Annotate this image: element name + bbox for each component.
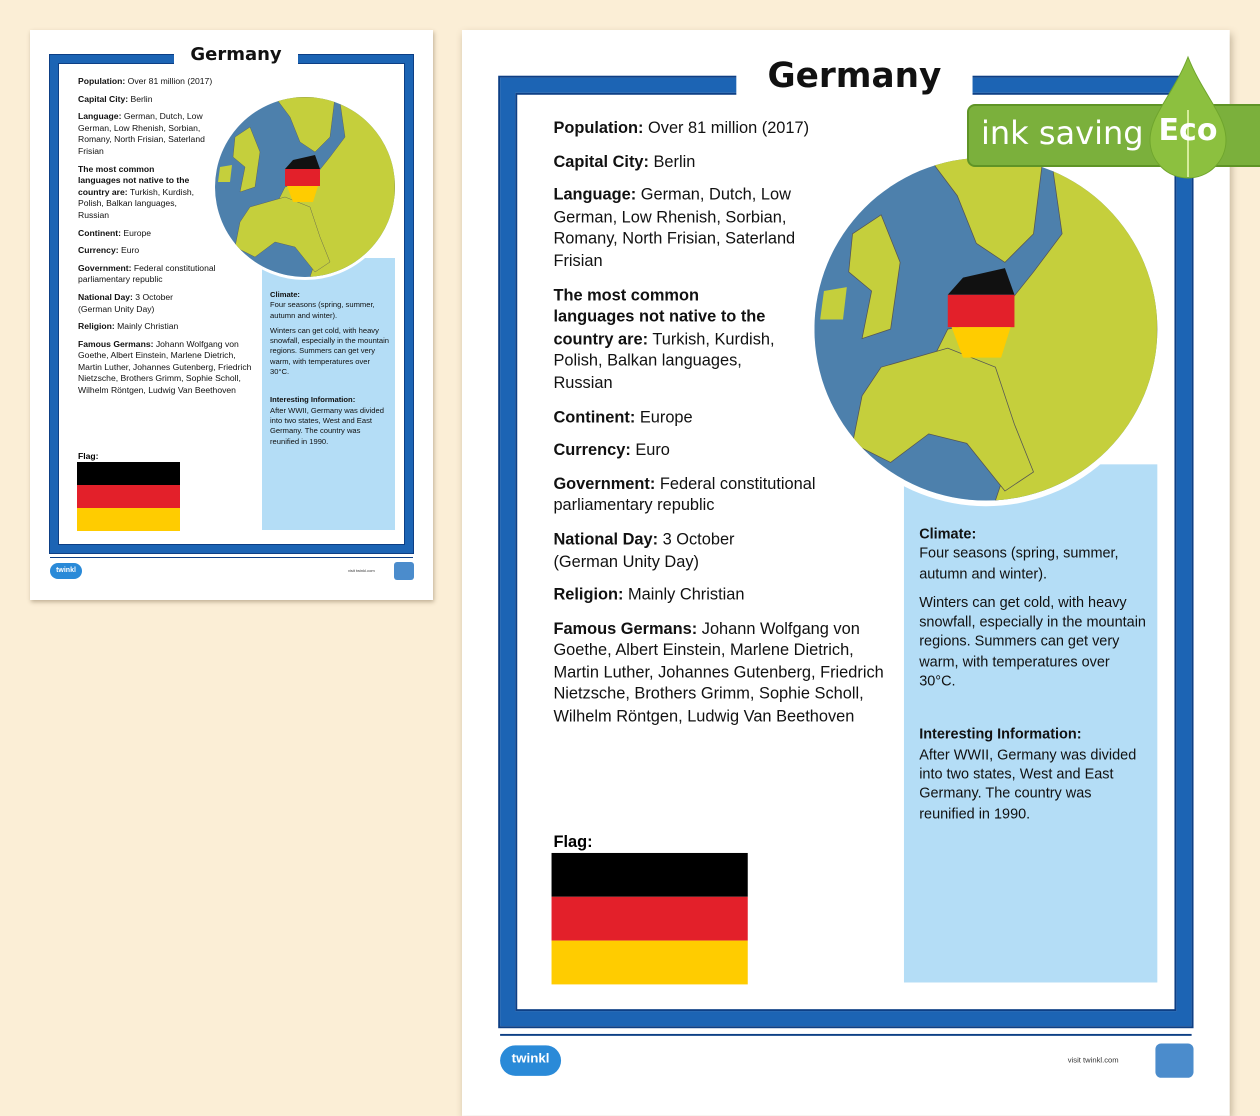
twinkl-logo: twinkl	[50, 563, 82, 579]
visit-twinkl-text: visit twinkl.com	[348, 568, 375, 573]
fact-item: Government: Federal constitutional parliamentary republic	[553, 473, 816, 515]
fact-item: Capital City: Berlin	[78, 93, 153, 104]
climate-text-2: Winters can get cold, with heavy snowfall, especially in the mountain regions. Summers can get very warm, with temperatures over 30°C.	[919, 593, 1146, 690]
interesting-label: Interesting Information:	[270, 395, 356, 405]
climate-text: Four seasons (spring, summer, autumn and winter).	[270, 300, 375, 320]
flag-stripe-black	[77, 462, 180, 485]
footer-divider	[50, 557, 413, 558]
interesting-text: After WWII, Germany was divided into two states, West and East Germany. The country was reunified in 1990.	[919, 745, 1137, 822]
flag-stripe-red	[552, 897, 748, 941]
fact-item: Currency: Euro	[78, 245, 140, 256]
facts-list	[553, 117, 884, 740]
flag-stripe-red	[77, 485, 180, 508]
preview-page-small	[30, 30, 433, 600]
climate-text-2: Winters can get cold, with heavy snowfall, especially in the mountain regions. Summers can get very warm, with temperatures over 30°C.	[270, 325, 390, 377]
fact-item: The most common languages not native to the country are: Turkish, Kurdish, Polish, Balkan languages, Russian	[553, 284, 775, 392]
flag-label: Flag:	[78, 451, 99, 461]
ink-saving-text: ink saving	[981, 114, 1144, 152]
climate-label: Climate:	[919, 525, 977, 543]
fact-item: Language: German, Dutch, Low German, Low Rhenish, Sorbian, Romany, North Frisian, Saterland Frisian	[553, 184, 796, 270]
fact-item: The most common languages not native to the country are: Turkish, Kurdish, Polish, Balkan languages, Russian	[78, 163, 195, 220]
quality-badge-icon	[394, 562, 414, 580]
footer-divider	[500, 1034, 1192, 1036]
eco-label: Eco	[1158, 113, 1218, 148]
fact-item: Famous Germans: Johann Wolfgang von Goethe, Albert Einstein, Marlene Dietrich, Martin Luther, Johannes Gutenberg, Friedrich Nietzsche, Brothers Grimm, Sophie Scholl, Wilhelm Röntgen, Ludwig Van Beethoven	[553, 618, 884, 726]
fact-item: Religion: Mainly Christian	[553, 584, 745, 604]
europe-map-globe	[809, 152, 1163, 506]
climate-info-box	[262, 258, 395, 530]
fact-item: Famous Germans: Johann Wolfgang von Goethe, Albert Einstein, Marlene Dietrich, Martin Luther, Johannes Gutenberg, Friedrich Nietzsche, Brothers Grimm, Sophie Scholl, Wilhelm Röntgen, Ludwig Van Beethoven	[78, 338, 252, 396]
fact-item: Population: Over 81 million (2017)	[553, 117, 810, 137]
fact-item: Capital City: Berlin	[553, 151, 696, 171]
flag-stripe-gold	[77, 508, 180, 531]
fact-item: Population: Over 81 million (2017)	[78, 76, 213, 86]
visit-twinkl-text: visit twinkl.com	[1067, 1054, 1119, 1065]
interesting-label: Interesting Information:	[919, 726, 1082, 744]
facts-list	[78, 76, 252, 403]
german-flag	[77, 462, 180, 531]
climate-label: Climate:	[270, 290, 300, 299]
eco-drop-icon	[1148, 55, 1228, 180]
twinkl-logo: twinkl	[500, 1045, 561, 1075]
climate-info-box	[904, 464, 1157, 982]
interesting-text: After WWII, Germany was divided into two states, West and East Germany. The country was reunified in 1990.	[270, 405, 384, 446]
fact-item: National Day: 3 October (German Unity Day)	[553, 528, 735, 571]
climate-text: Four seasons (spring, summer, autumn and winter).	[919, 544, 1119, 582]
fact-item: Continent: Europe	[78, 227, 152, 238]
flag-label: Flag:	[553, 832, 593, 852]
fact-item: Government: Federal constitutional parliamentary republic	[78, 262, 216, 285]
flag-stripe-black	[552, 853, 748, 897]
german-flag	[552, 853, 748, 984]
sheet-title: Germany	[174, 44, 298, 66]
fact-item: National Day: 3 October (German Unity Day)	[78, 291, 174, 314]
sheet-title: Germany	[736, 57, 972, 99]
preview-page-large	[462, 30, 1230, 1116]
fact-item: Continent: Europe	[553, 406, 693, 426]
europe-map-globe	[212, 94, 398, 280]
fact-item: Currency: Euro	[553, 439, 670, 459]
flag-stripe-gold	[552, 941, 748, 985]
fact-item: Religion: Mainly Christian	[78, 321, 179, 332]
fact-item: Language: German, Dutch, Low German, Low Rhenish, Sorbian, Romany, North Frisian, Saterland Frisian	[78, 111, 205, 156]
quality-badge-icon	[1155, 1043, 1193, 1077]
